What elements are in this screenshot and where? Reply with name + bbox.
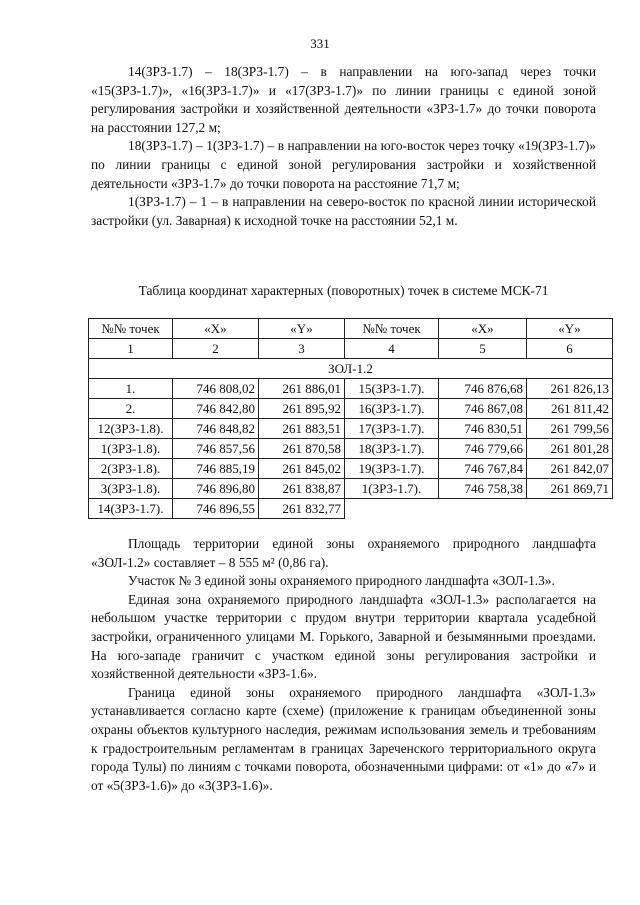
header-cell: «Y»: [527, 319, 613, 339]
point-name: 2(ЗРЗ-1.8).: [89, 459, 173, 479]
coord-x: 746 896,80: [173, 479, 259, 499]
point-name: 1(ЗРЗ-1.7).: [345, 479, 439, 499]
paragraph: 1(ЗРЗ-1.7) – 1 – в направлении на северо-восток по красной линии исторической застройки (ул. Заварная) к исходной точке на расстоянии 52,1 м.: [91, 194, 596, 228]
coord-y: 261 883,51: [259, 419, 345, 439]
coord-y: 261 870,58: [259, 439, 345, 459]
coord-x: 746 758,38: [439, 479, 527, 499]
point-name: 2.: [89, 399, 173, 419]
coord-x: 746 885,19: [173, 459, 259, 479]
table-zone-row: [89, 359, 613, 379]
table-row: [89, 439, 613, 459]
coord-x: 746 876,68: [439, 379, 527, 399]
point-name: 1.: [89, 379, 173, 399]
table-caption: Таблица координат характерных (поворотных) точек в системе МСК-71: [138, 283, 549, 298]
point-name: 15(ЗРЗ-1.7).: [345, 379, 439, 399]
coord-x: 746 767,84: [439, 459, 527, 479]
text-block-top: [91, 63, 596, 230]
page-number: 331: [310, 36, 330, 51]
paragraph: 18(ЗРЗ-1.7) – 1(ЗРЗ-1.7) – в направлении на юго-восток через точку «19(ЗРЗ-1.7)» по линии границы с единой зоной регулирования застройки и хозяйственной деятельности «ЗРЗ-1.7» до точки поворота на расстояние 71,7 м;: [91, 138, 596, 191]
point-name: 1(ЗРЗ-1.8).: [89, 439, 173, 459]
paragraph: Единая зона охраняемого природного ландшафта «ЗОЛ-1.3» располагается на небольшом участке территории с прудом внутри территории квартала усадебной застройки, ограниченного улицами М. Горького, Заварной и безымянными проездами. На юго-западе граничит с участком единой зоны регулирования застройки и хозяйственной деятельности «ЗРЗ-1.6».: [91, 591, 596, 682]
point-name: 18(ЗРЗ-1.7).: [345, 439, 439, 459]
zone-label: ЗОЛ-1.2: [89, 359, 613, 379]
column-number: 4: [345, 339, 439, 359]
point-name: 16(ЗРЗ-1.7).: [345, 399, 439, 419]
header-cell: №№ точек: [345, 319, 439, 339]
coord-y: 261 886,01: [259, 379, 345, 399]
header-cell: «Y»: [259, 319, 345, 339]
table-column-number-row: [89, 339, 613, 359]
point-name: 19(ЗРЗ-1.7).: [345, 459, 439, 479]
coord-y: 261 845,02: [259, 459, 345, 479]
table-row: [89, 459, 613, 479]
column-number: 6: [527, 339, 613, 359]
coord-x: 746 896,55: [173, 499, 259, 519]
paragraph: Площадь территории единой зоны охраняемого природного ландшафта «ЗОЛ-1.2» составляет – 8 555 м² (0,86 га).: [91, 536, 596, 570]
table-row: [89, 379, 613, 399]
paragraph: 14(ЗРЗ-1.7) – 18(ЗРЗ-1.7) – в направлении на юго-запад через точки «15(ЗРЗ-1.7)», «16(ЗРЗ-1.7)» и «17(ЗРЗ-1.7)» по линии границы с единой зоной регулирования застройки и хозяйственной деятельности «ЗРЗ-1.7» до точки поворота на расстоянии 127,2 м;: [91, 64, 596, 135]
coord-y: 261 838,87: [259, 479, 345, 499]
paragraph: Граница единой зоны охраняемого природного ландшафта «ЗОЛ-1.3» устанавливается согласно карте (схеме) (приложение к границам объединенной зоны охраны объектов культурного наследия, режимам использования земель и требованиям к градостроительным регламентам в границах Зареченского территориального округа города Тулы) по линиям с точками поворота, обозначенными цифрами: от «1» до «7» и от «5(ЗРЗ-1.6)» до «3(ЗРЗ-1.6)».: [91, 684, 596, 793]
column-number: 2: [173, 339, 259, 359]
header-cell: «X»: [439, 319, 527, 339]
coord-y: 261 842,07: [527, 459, 613, 479]
column-number: 1: [89, 339, 173, 359]
point-name: 14(ЗРЗ-1.7).: [89, 499, 173, 519]
coord-y: 261 811,42: [527, 399, 613, 419]
coord-x: 746 808,02: [173, 379, 259, 399]
text-block-bottom: [91, 535, 596, 795]
table-row: [89, 399, 613, 419]
coord-y: 261 869,71: [527, 479, 613, 499]
coordinates-table: [88, 318, 613, 519]
table-row: [89, 499, 613, 519]
column-number: 5: [439, 339, 527, 359]
coord-x: 746 830,51: [439, 419, 527, 439]
table-row: [89, 479, 613, 499]
column-number: 3: [259, 339, 345, 359]
header-cell: «X»: [173, 319, 259, 339]
coord-x: 746 867,08: [439, 399, 527, 419]
point-name: 3(ЗРЗ-1.8).: [89, 479, 173, 499]
point-name: 12(ЗРЗ-1.8).: [89, 419, 173, 439]
coord-y: 261 832,77: [259, 499, 345, 519]
coord-y: 261 895,92: [259, 399, 345, 419]
coord-y: 261 826,13: [527, 379, 613, 399]
table-row: [89, 419, 613, 439]
header-cell: №№ точек: [89, 319, 173, 339]
coord-x: 746 842,80: [173, 399, 259, 419]
point-name: 17(ЗРЗ-1.7).: [345, 419, 439, 439]
coord-x: 746 848,82: [173, 419, 259, 439]
paragraph: Участок № 3 единой зоны охраняемого природного ландшафта «ЗОЛ-1.3».: [128, 573, 555, 589]
coord-y: 261 799,56: [527, 419, 613, 439]
coord-y: 261 801,28: [527, 439, 613, 459]
coord-x: 746 857,56: [173, 439, 259, 459]
table-header-row: [89, 319, 613, 339]
coord-x: 746 779,66: [439, 439, 527, 459]
